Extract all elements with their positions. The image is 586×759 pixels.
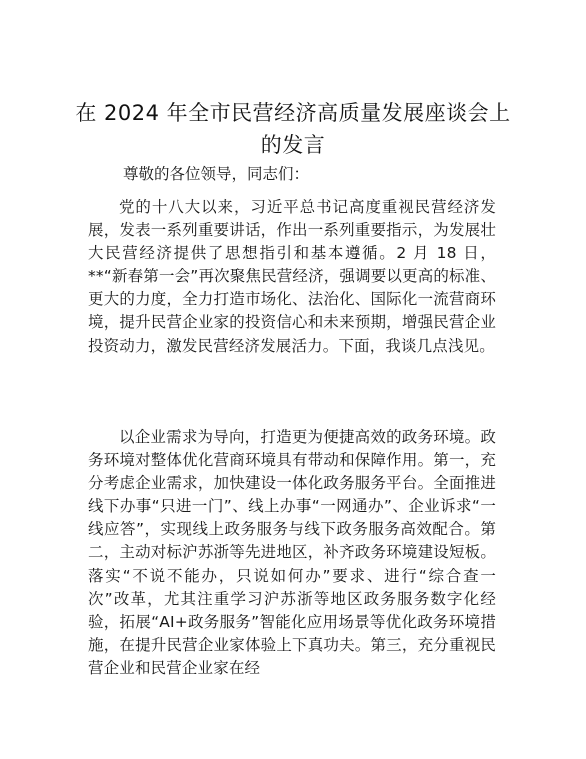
paragraph: 以企业需求为导向，打造更为便捷高效的政务环境。政务环境对整体优化营商环境具有带动和保障作用。第一，充分考虑企业需求，加快建设一体化政务服务平台。全面推进线下办事“只进一门”、线上办事“一网通办”、企业诉求“一线应答”，实现线上政务服务与线下政务服务高效配合。第二，主动对标沪苏浙等先进地区，补齐政务环境建设短板。落实“不说不能办，只说如何办”要求、进行“综合查一次”改革，尤其注重学习沪苏浙等地区政务服务数字化经验，拓展“AI+政务服务”智能化应用场景等优化政务环境措施，在提升民营企业家体验上下真功夫。第三，充分重视民营企业和民营企业家在经 [88,428,496,677]
salutation: 尊敬的各位领导，同志们： [123,165,310,183]
paragraph: 党的十八大以来，习近平总书记高度重视民营经济发展，发表一系列重要讲话，作出一系列重要指示，为发展壮大民营经济提供了思想指引和基本遵循。2 月 18 日，**“新春第一会”再次聚焦民营经济，强调要以更高的标准、更大的力度，全力打造市场化、法治化、国际化一流营商环境，提升民营企业家的投资信心和未来预期，增强民营企业投资动力，激发民营经济发展活力。下面，我谈几点浅见。 [88,198,496,355]
document-title: 在 2024 年全市民营经济高质量发展座谈会上的发言 [75,101,511,157]
